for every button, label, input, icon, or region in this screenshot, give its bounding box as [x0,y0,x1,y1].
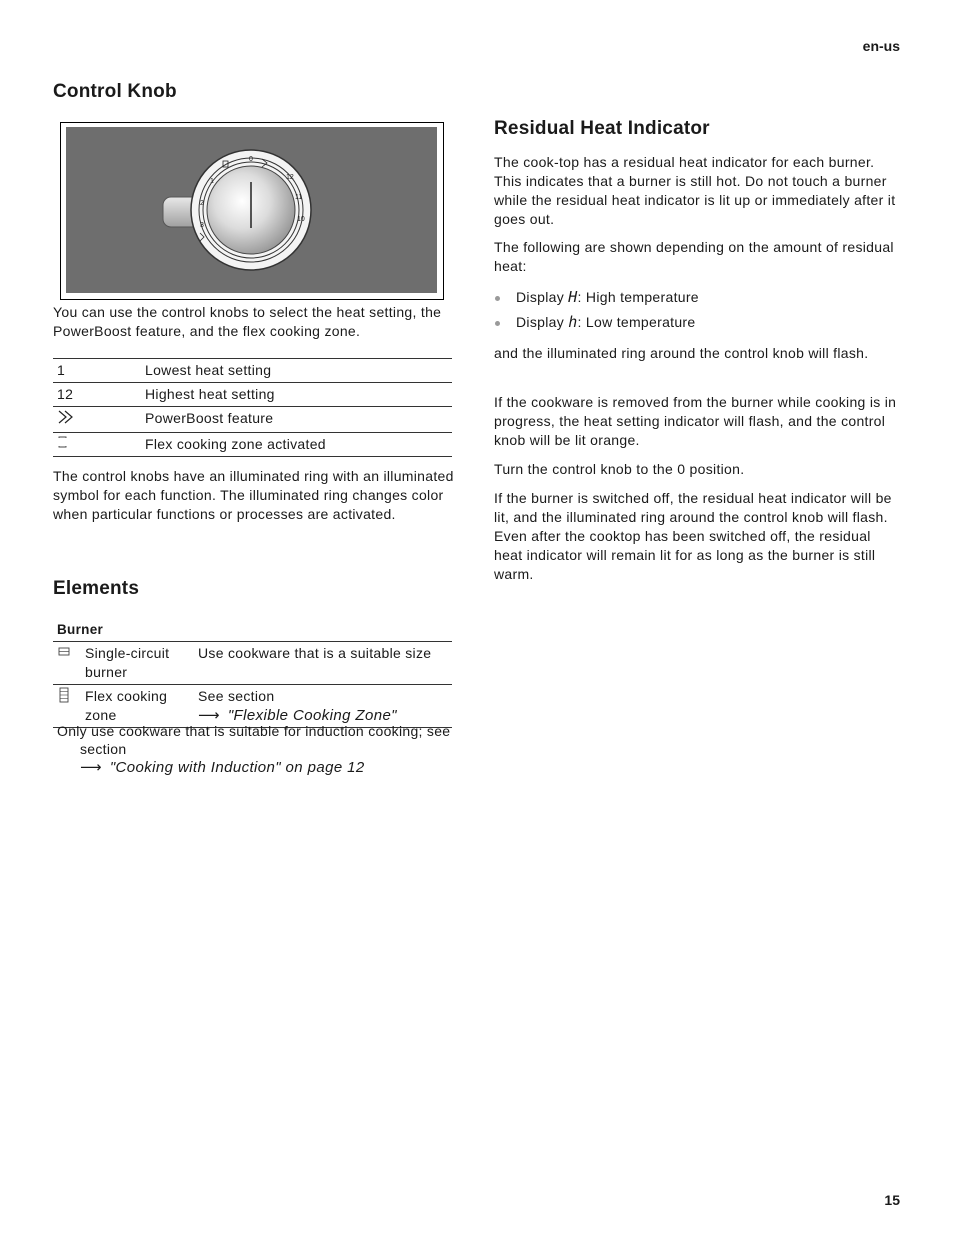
burner-desc: Use cookware that is a suitable size [194,642,452,685]
elements-note [57,722,480,777]
flex-zone-icon [57,435,69,449]
table-value: PowerBoost feature [141,407,452,433]
elements-table [53,618,452,728]
illuminated-ring-text: The control knobs have an illuminated ring with an illuminated symbol for each function. The illuminated ring changes color when particular functions or processes are activated. [53,468,454,522]
residual-heat-p6: If the burner is switched off, the residual heat indicator will be lit, and the illuminated ring around the control knob will flash. Even after the cooktop has been switched off, the residual heat indicator will remain lit for as long as the burner is still warm. [494,490,892,582]
language-code: en-us [862,38,900,54]
residual-heat-p1: The cook-top has a residual heat indicator for each burner. This indicates that a burner is still hot. Do not touch a burner while the residual heat indicator is lit up or immediately after it goes out. [494,154,896,227]
dial-label-12: 12 [286,174,294,181]
table-row [53,383,452,407]
residual-heat-p5: Turn the control knob to the 0 position. [494,461,745,477]
cooktop-surface [66,127,437,293]
dial-label-1: 1 [210,178,214,185]
page-number: 15 [884,1192,900,1208]
list-item [494,313,900,332]
note-text: Only use cookware that is suitable for induction cooking; see section [57,723,451,757]
residual-heat-title: Residual Heat Indicator [494,118,710,139]
table-key [53,433,141,457]
list-item [494,288,900,307]
cross-reference[interactable] [80,758,480,777]
single-circuit-icon [57,644,71,658]
see-section-text: See section [198,688,275,704]
residual-heat-p2: The following are shown depending on the amount of residual heat: [494,239,894,274]
control-knob-table [53,358,452,457]
dial-label-3: 3 [200,222,204,229]
arrow-right-icon: ⟶ [198,707,220,724]
table-key: 12 [53,383,141,407]
flex-cooking-icon [57,687,71,703]
table-row [53,407,452,433]
dial-label-10: 10 [297,216,305,223]
bullet-text: : Low temperature [577,314,696,330]
dial-label-11: 11 [295,194,303,201]
bullet-prefix: Display [516,289,569,305]
burner-name: Single-circuit burner [81,642,194,685]
table-value: Highest heat setting [141,383,452,407]
table-icon-cell [53,642,81,685]
table-value: Flex cooking zone activated [141,433,452,457]
powerboost-icon [57,409,75,425]
table-header-row [53,618,452,642]
dial-label-0: 0 [249,156,253,163]
low-temp-symbol: h [568,313,578,331]
control-knob-intro: You can use the control knobs to select the heat setting, the PowerBoost feature, and the flex cooking zone. [53,304,442,339]
table-row [53,433,452,457]
table-row [53,359,452,383]
table-key: 1 [53,359,141,383]
table-key [53,407,141,433]
elements-title: Elements [53,578,140,599]
residual-heat-p4: If the cookware is removed from the burner while cooking is in progress, the heat setting indicator will flash, and the control knob will be lit orange. [494,394,897,448]
control-knob-illustration [66,127,437,293]
table-row [53,642,452,685]
bullet-text: : High temperature [577,289,699,305]
bullet-prefix: Display [516,314,569,330]
residual-heat-list [494,288,900,338]
control-knob-figure [60,122,444,300]
residual-heat-p3: and the illuminated ring around the control knob will flash. [494,345,869,361]
flexible-cooking-zone-link[interactable]: "Flexible Cooking Zone" [227,707,397,724]
table-value: Lowest heat setting [141,359,452,383]
cooking-with-induction-link[interactable]: "Cooking with Induction" on page 12 [109,759,365,776]
table-header-burner: Burner [53,618,452,642]
arrow-right-icon: ⟶ [80,759,102,776]
dial-label-2: 2 [200,200,204,207]
high-temp-symbol: H [568,288,578,306]
control-knob-title: Control Knob [53,81,177,102]
burner-name: Flex cooking zone [81,685,194,728]
